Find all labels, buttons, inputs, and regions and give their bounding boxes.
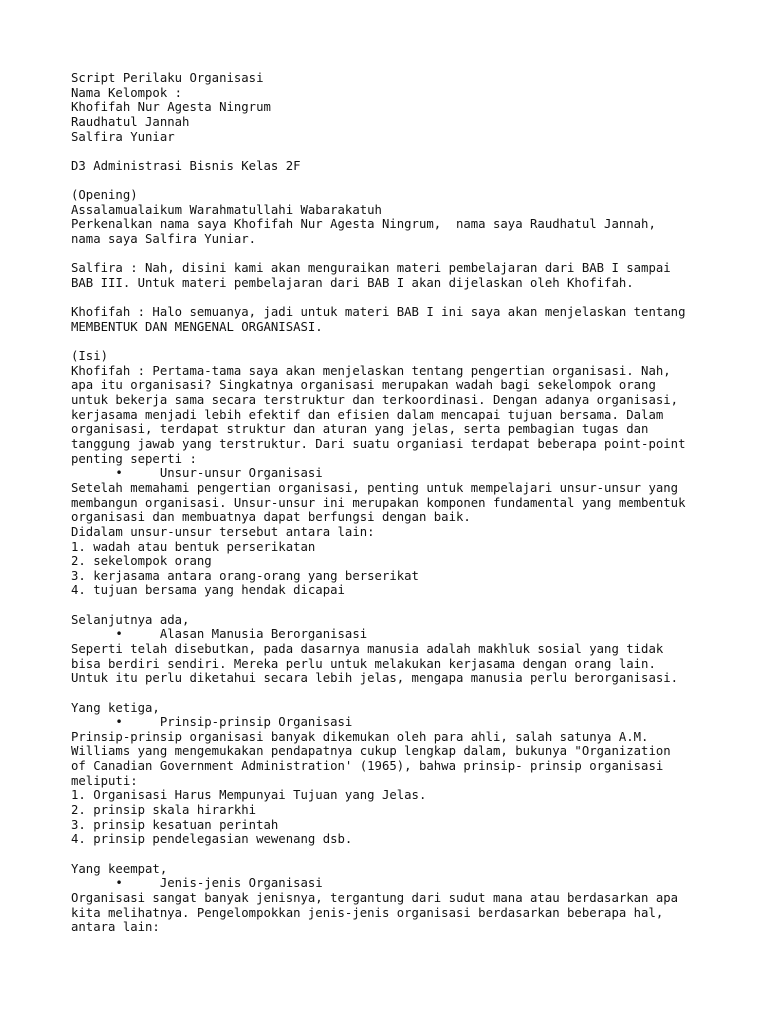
text-line: Nama Kelompok : (71, 85, 183, 100)
text-line: Didalam unsur-unsur tersebut antara lain: (71, 524, 375, 539)
text-line: Yang ketiga, (71, 700, 160, 715)
document-page (71, 71, 741, 935)
text-line: 2. sekelompok orang (71, 554, 212, 569)
text-line: Khofifah : Halo semuanya, jadi untuk materi BAB I ini saya akan menjelaskan tentang (71, 305, 686, 320)
text-line: 1. Organisasi Harus Mempunyai Tujuan yang Jelas. (71, 788, 427, 803)
blank-line (71, 291, 741, 306)
blank-line (71, 686, 741, 701)
text-line: Script Perilaku Organisasi (71, 71, 264, 85)
blank-line (71, 847, 741, 862)
text-line: 1. wadah atau bentuk perserikatan (71, 539, 316, 554)
text-line: Setelah memahami pengertian organisasi, penting untuk mempelajari unsur-unsur yang (71, 480, 679, 495)
text-line: 3. kerjasama antara orang-orang yang berserikat (71, 568, 419, 583)
text-line: Khofifah : Pertama-tama saya akan menjelaskan tentang pengertian organisasi. Nah, (71, 363, 671, 378)
text-line: D3 Administrasi Bisnis Kelas 2F (71, 158, 301, 173)
text-line: kita melihatnya. Pengelompokkan jenis-jenis organisasi berdasarkan beberapa hal, (71, 905, 664, 920)
text-line: organisasi dan membuatnya dapat berfungsi dengan baik. (71, 510, 471, 525)
text-line: untuk bekerja sama secara terstruktur dan terkoordinasi. Dengan adanya organisasi, (71, 393, 679, 408)
text-line: BAB III. Untuk materi pembelajaran dari BAB I akan dijelaskan oleh Khofifah. (71, 275, 634, 290)
text-line: Salfira : Nah, disini kami akan menguraikan materi pembelajaran dari BAB I sampai (71, 261, 671, 276)
text-line: Khofifah Nur Agesta Ningrum (71, 100, 271, 115)
text-line: nama saya Salfira Yuniar. (71, 232, 257, 247)
text-line: Salfira Yuniar (71, 129, 175, 144)
text-line: membangun organisasi. Unsur-unsur ini merupakan komponen fundamental yang membentuk (71, 495, 686, 510)
text-line: of Canadian Government Administration' (1965), bahwa prinsip- prinsip organisasi (71, 759, 664, 774)
text-line: • Alasan Manusia Berorganisasi (71, 627, 368, 642)
text-line: 4. tujuan bersama yang hendak dicapai (71, 583, 345, 598)
text-line: Seperti telah disebutkan, pada dasarnya manusia adalah makhluk sosial yang tidak (71, 641, 664, 656)
text-line: organisasi, terdapat struktur dan aturan yang jelas, serta pembagian tugas dan (71, 422, 649, 437)
text-line: bisa berdiri sendiri. Mereka perlu untuk melakukan kerjasama dengan orang lain. (71, 656, 656, 671)
text-line: Raudhatul Jannah (71, 114, 190, 129)
text-line: kerjasama menjadi lebih efektif dan efisien dalam mencapai tujuan bersama. Dalam (71, 407, 664, 422)
text-line: • Unsur-unsur Organisasi (71, 466, 323, 481)
text-line: (Opening) (71, 188, 138, 203)
text-line: 2. prinsip skala hirarkhi (71, 803, 257, 818)
text-line: Prinsip-prinsip organisasi banyak dikemukan oleh para ahli, salah satunya A.M. (71, 729, 649, 744)
blank-line (71, 173, 741, 188)
text-line: meliputi: (71, 773, 138, 788)
text-line: 3. prinsip kesatuan perintah (71, 817, 279, 832)
blank-line (71, 247, 741, 262)
blank-line (71, 335, 741, 350)
text-line: apa itu organisasi? Singkatnya organisasi merupakan wadah bagi sekelompok orang (71, 378, 656, 393)
text-line: Untuk itu perlu diketahui secara lebih jelas, mengapa manusia perlu berorganisasi. (71, 671, 679, 686)
text-line: MEMBENTUK DAN MENGENAL ORGANISASI. (71, 319, 323, 334)
blank-line (71, 598, 741, 613)
blank-line (71, 144, 741, 159)
text-line: Williams yang mengemukakan pendapatnya cukup lengkap dalam, bukunya "Organization (71, 744, 671, 759)
text-line: Assalamualaikum Warahmatullahi Wabarakatuh (71, 202, 382, 217)
text-line: antara lain: (71, 920, 160, 935)
text-line: Organisasi sangat banyak jenisnya, tergantung dari sudut mana atau berdasarkan apa (71, 890, 679, 905)
text-line: Yang keempat, (71, 861, 168, 876)
text-line: • Prinsip-prinsip Organisasi (71, 715, 353, 730)
text-line: (Isi) (71, 349, 109, 364)
text-line: Selanjutnya ada, (71, 612, 190, 627)
text-line: tanggung jawab yang terstruktur. Dari suatu organiasi terdapat beberapa point-point (71, 437, 686, 452)
text-line: • Jenis-jenis Organisasi (71, 876, 323, 891)
text-line: 4. prinsip pendelegasian wewenang dsb. (71, 832, 353, 847)
text-line: penting seperti : (71, 451, 197, 466)
text-line: Perkenalkan nama saya Khofifah Nur Agesta Ningrum, nama saya Raudhatul Jannah, (71, 217, 656, 232)
